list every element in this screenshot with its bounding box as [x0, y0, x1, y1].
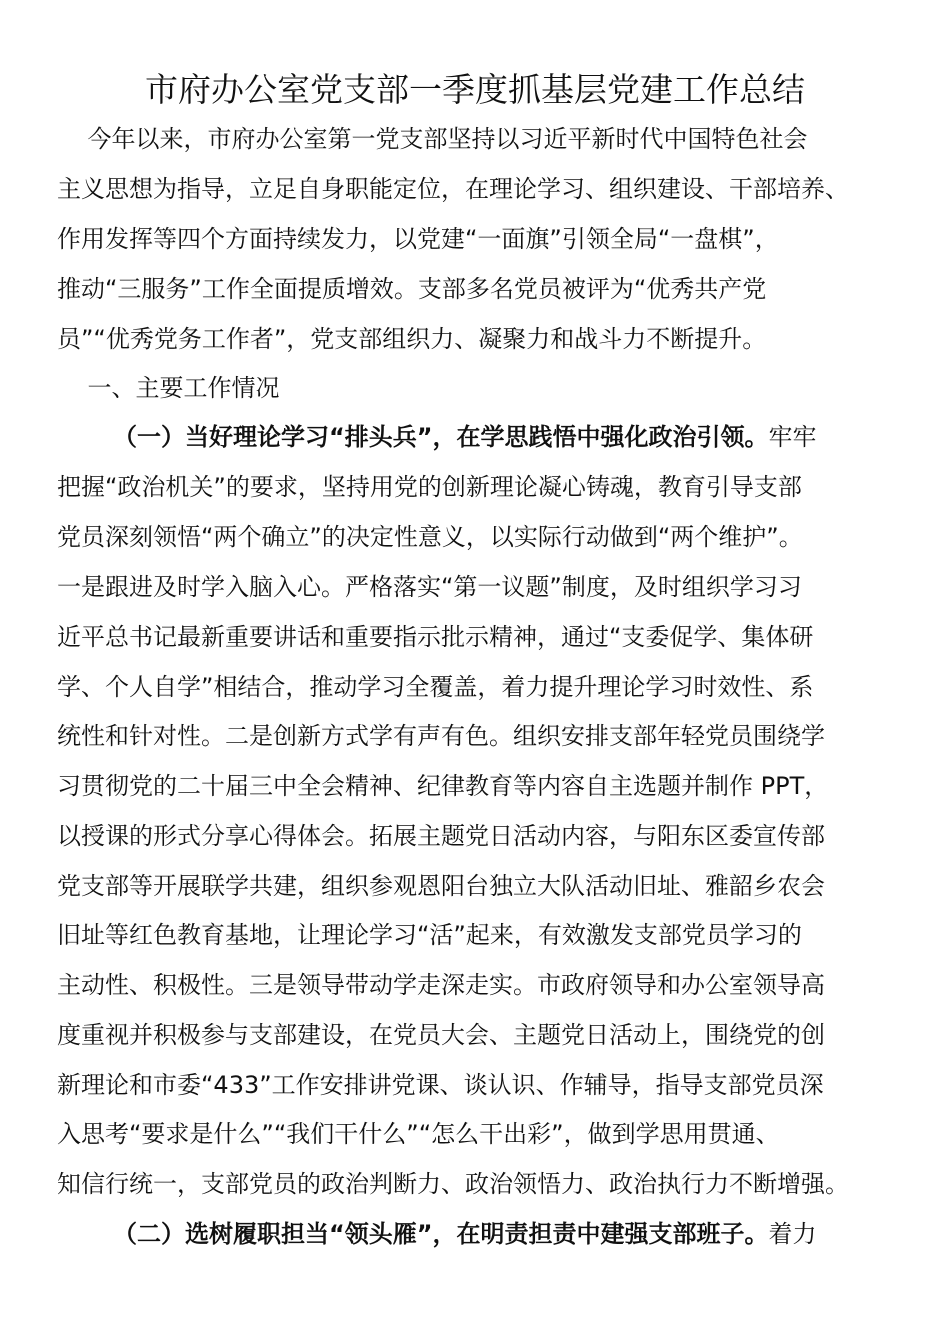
subsection-1-line: 统性和针对性。二是创新方式学有声有色。组织安排支部年轻党员围绕学 — [57, 722, 825, 750]
subsection-1-line: 党支部等开展联学共建，组织参观恩阳台独立大队活动旧址、雅韶乡农会 — [57, 872, 825, 900]
subsection-1-line: 学、个人自学”相结合，推动学习全覆盖，着力提升理论学习时效性、系 — [57, 673, 814, 701]
intro-line-5: 员”“优秀党务工作者”，党支部组织力、凝聚力和战斗力不断提升。 — [57, 325, 767, 353]
subsection-1-line: 以授课的形式分享心得体会。拓展主题党日活动内容，与阳东区委宣传部 — [57, 822, 825, 850]
subsection-1-line: 知信行统一，支部党员的政治判断力、政治领悟力、政治执行力不断增强。 — [57, 1170, 849, 1198]
subsection-1-line: 习贯彻党的二十届三中全会精神、纪律教育等内容自主选题并制作 PPT， — [57, 772, 829, 800]
subsection-1-line: 一是跟进及时学入脑入心。严格落实“第一议题”制度，及时组织学习习 — [57, 573, 802, 601]
document-title: 市府办公室党支部一季度抓基层党建工作总结 — [145, 70, 805, 109]
subsection-2-heading: （二）选树履职担当“领头雁”，在明责担责中建强支部班子。 — [113, 1220, 769, 1248]
subsection-1-line: 入思考“要求是什么”“我们干什么”“怎么干出彩”，做到学思用贯通、 — [57, 1120, 780, 1148]
intro-line-2: 主义思想为指导，立足自身职能定位，在理论学习、组织建设、干部培养、 — [57, 175, 849, 203]
subsection-1-line: 度重视并积极参与支部建设，在党员大会、主题党日活动上，围绕党的创 — [57, 1021, 825, 1049]
intro-line-4: 推动“三服务”工作全面提质增效。支部多名党员被评为“优秀共产党 — [57, 275, 767, 303]
intro-line-3: 作用发挥等四个方面持续发力，以党建“一面旗”引领全局“一盘棋”， — [57, 225, 779, 253]
subsection-1-line: 党员深刻领悟“两个确立”的决定性意义，以实际行动做到“两个维护”。 — [57, 523, 803, 551]
subsection-1-heading-tail: 牢牢 — [768, 423, 817, 451]
subsection-1-heading: （一）当好理论学习“排头兵”，在学思践悟中强化政治引领。 — [113, 423, 769, 451]
subsection-2-heading-tail: 着力 — [768, 1220, 817, 1248]
subsection-1-line: 主动性、积极性。三是领导带动学走深走实。市政府领导和办公室领导高 — [57, 971, 825, 999]
intro-line-1: 今年以来，市府办公室第一党支部坚持以习近平新时代中国特色社会 — [57, 125, 808, 153]
subsection-1-line: 旧址等红色教育基地，让理论学习“活”起来，有效激发支部党员学习的 — [57, 921, 802, 949]
subsection-1-line: 近平总书记最新重要讲话和重要指示批示精神，通过“支委促学、集体研 — [57, 623, 814, 651]
section-heading: 一、主要工作情况 — [57, 374, 280, 402]
subsection-1-line: 把握“政治机关”的要求，坚持用党的创新理论凝心铸魂，教育引导支部 — [57, 473, 802, 501]
subsection-1-line: 新理论和市委“433”工作安排讲党课、谈认识、作辅导，指导支部党员深 — [57, 1071, 824, 1099]
subsection-2-first-line — [113, 1209, 817, 1259]
subsection-1-first-line — [113, 412, 817, 462]
